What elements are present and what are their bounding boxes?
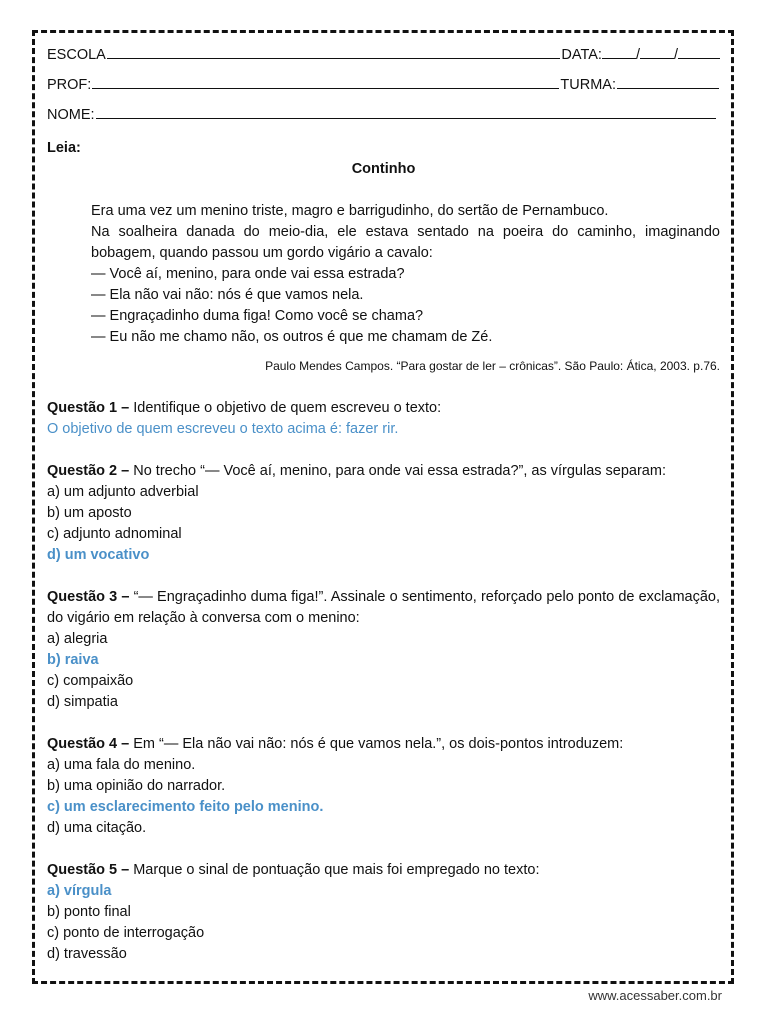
nome-label: NOME: bbox=[47, 107, 95, 123]
prof-label: PROF: bbox=[47, 77, 92, 93]
paragraph: Era uma vez um menino triste, magro e barrigudinho, do sertão de Pernambuco. bbox=[91, 203, 609, 219]
question-2 bbox=[47, 461, 720, 482]
question-label: Questão 4 – bbox=[47, 736, 130, 752]
question-3 bbox=[47, 587, 720, 629]
nome-blank[interactable] bbox=[96, 106, 716, 119]
option-c[interactable]: c) compaixão bbox=[47, 673, 134, 689]
question-4 bbox=[47, 734, 720, 755]
paragraph: Na soalheira danada do meio-dia, ele estava sentado na poeira do caminho, imaginando bobagem, quando passou um gordo vigário a cavalo: bbox=[91, 224, 720, 261]
option-a[interactable]: a) uma fala do menino. bbox=[47, 757, 196, 773]
nome-line bbox=[47, 100, 720, 130]
footer-url[interactable]: www.acessaber.com.br bbox=[588, 988, 722, 1003]
dialogue-line: — Você aí, menino, para onde vai essa estrada? bbox=[91, 266, 405, 282]
escola-label: ESCOLA bbox=[47, 47, 106, 63]
date-day-blank[interactable] bbox=[602, 46, 636, 59]
question-text: “— Engraçadinho duma figa!”. Assinale o sentimento, reforçado pelo ponto de exclamação, do vigário em relação à conversa com o menino: bbox=[47, 589, 720, 626]
date-separator: / bbox=[673, 47, 678, 63]
escola-blank[interactable] bbox=[107, 46, 561, 59]
question-label: Questão 3 – bbox=[47, 589, 130, 605]
question-label: Questão 1 – bbox=[47, 400, 130, 416]
school-line bbox=[47, 40, 720, 70]
option-d[interactable]: d) travessão bbox=[47, 946, 127, 962]
date-year-blank[interactable] bbox=[678, 46, 720, 59]
option-a[interactable]: a) um adjunto adverbial bbox=[47, 484, 199, 500]
text-source: Paulo Mendes Campos. “Para gostar de ler – crônicas”. São Paulo: Ática, 2003. p.76. bbox=[265, 359, 720, 373]
worksheet bbox=[47, 40, 720, 965]
option-c[interactable]: c) adjunto adnominal bbox=[47, 526, 182, 542]
reading-instruction: Leia: bbox=[47, 140, 81, 156]
option-d-selected[interactable]: d) um vocativo bbox=[47, 547, 150, 563]
option-d[interactable]: d) uma citação. bbox=[47, 820, 147, 836]
option-d[interactable]: d) simpatia bbox=[47, 694, 118, 710]
date-separator: / bbox=[635, 47, 640, 63]
option-b[interactable]: b) uma opinião do narrador. bbox=[47, 778, 226, 794]
question-text: Em “— Ela não vai não: nós é que vamos nela.”, os dois-pontos introduzem: bbox=[129, 736, 624, 752]
question-1-answer: O objetivo de quem escreveu o texto acima é: fazer rir. bbox=[47, 421, 399, 437]
option-b-selected[interactable]: b) raiva bbox=[47, 652, 99, 668]
question-5 bbox=[47, 860, 720, 881]
prof-line bbox=[47, 70, 720, 100]
option-c[interactable]: c) ponto de interrogação bbox=[47, 925, 205, 941]
question-label: Questão 2 – bbox=[47, 463, 130, 479]
turma-blank[interactable] bbox=[617, 76, 719, 89]
option-c-selected[interactable]: c) um esclarecimento feito pelo menino. bbox=[47, 799, 324, 815]
data-label: DATA: bbox=[561, 47, 602, 63]
option-a-selected[interactable]: a) vírgula bbox=[47, 883, 112, 899]
question-text: Identifique o objetivo de quem escreveu o texto: bbox=[129, 400, 442, 416]
dialogue-line: — Eu não me chamo não, os outros é que me chamam de Zé. bbox=[91, 329, 493, 345]
dialogue-line: — Engraçadinho duma figa! Como você se chama? bbox=[91, 308, 424, 324]
question-text: No trecho “— Você aí, menino, para onde vai essa estrada?”, as vírgulas separam: bbox=[129, 463, 666, 479]
date-month-blank[interactable] bbox=[640, 46, 674, 59]
option-b[interactable]: b) um aposto bbox=[47, 505, 132, 521]
prof-blank[interactable] bbox=[92, 76, 559, 89]
question-text: Marque o sinal de pontuação que mais foi empregado no texto: bbox=[129, 862, 540, 878]
question-label: Questão 5 – bbox=[47, 862, 130, 878]
dialogue-line: — Ela não vai não: nós é que vamos nela. bbox=[91, 287, 364, 303]
text-title: Continho bbox=[351, 161, 416, 177]
turma-label: TURMA: bbox=[560, 77, 616, 93]
question-1 bbox=[47, 398, 720, 419]
option-b[interactable]: b) ponto final bbox=[47, 904, 131, 920]
option-a[interactable]: a) alegria bbox=[47, 631, 108, 647]
